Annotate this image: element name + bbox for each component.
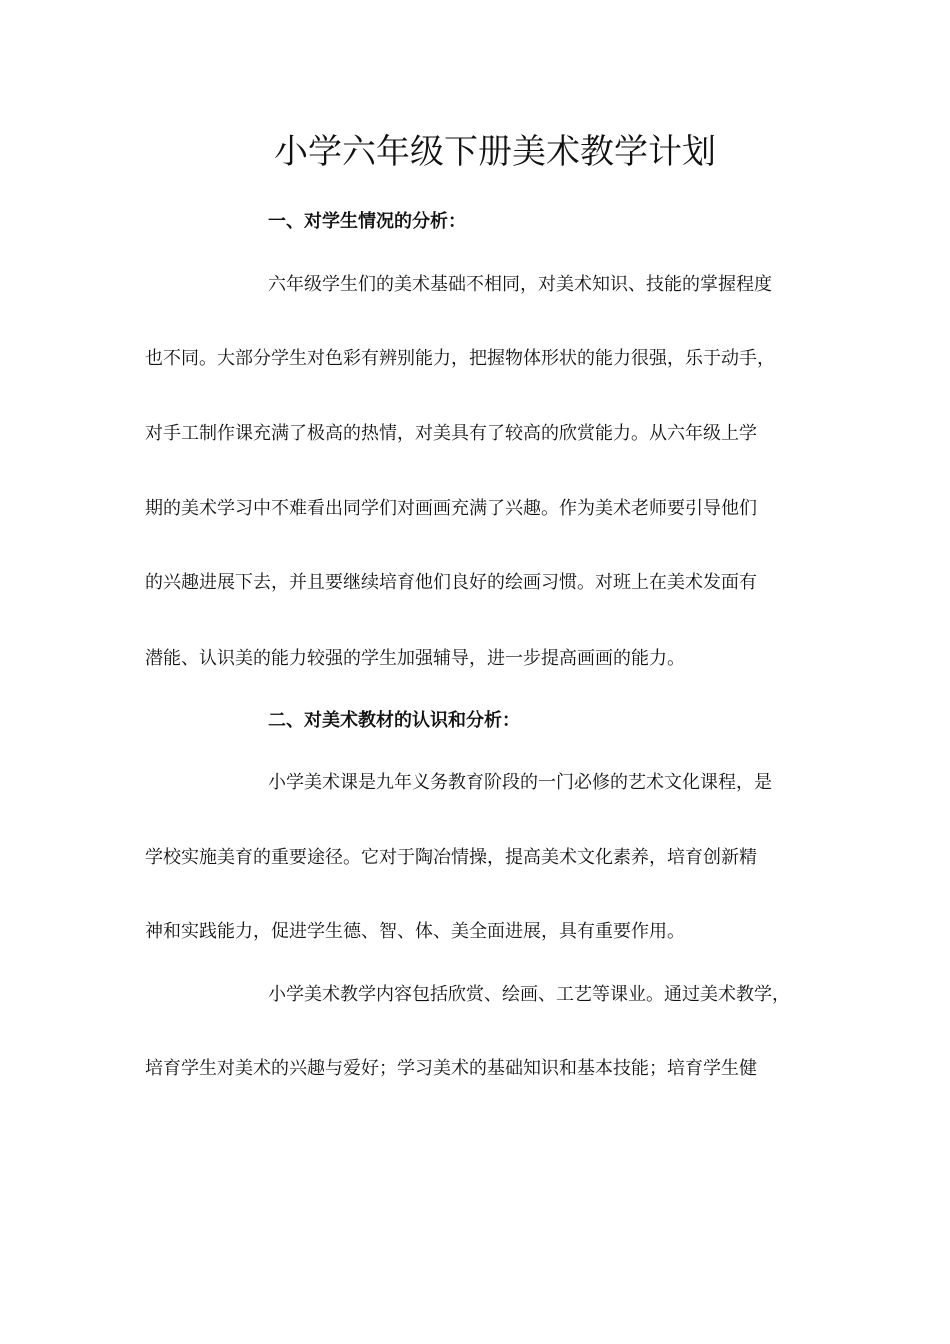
section-heading: 二、对美术教材的认识和分析： [268,710,520,731]
section-heading: 一、对学生情况的分析： [268,211,466,232]
paragraph-line: 的兴趣进展下去，并且要继续培育他们良好的绘画习惯。对班上在美术发面有 [145,572,757,593]
paragraph-line: 六年级学生们的美术基础不相同，对美术知识、技能的掌握程度 [268,274,772,295]
paragraph-line: 潜能、认识美的能力较强的学生加强辅导，进一步提高画画的能力。 [145,648,685,669]
paragraph-line: 学校实施美育的重要途径。它对于陶冶情操，提高美术文化素养，培育创新精 [145,847,757,868]
paragraph-line: 也不同。大部分学生对色彩有辨别能力，把握物体形状的能力很强，乐于动手， [145,348,775,369]
paragraph-line: 期的美术学习中不难看出同学们对画画充满了兴趣。作为美术老师要引导他们 [145,498,757,519]
paragraph-line: 小学美术教学内容包括欣赏、绘画、工艺等课业。通过美术教学， [268,984,790,1005]
paragraph-line: 对手工制作课充满了极高的热情，对美具有了较高的欣赏能力。从六年级上学 [145,423,757,444]
paragraph-line: 培育学生对美术的兴趣与爱好；学习美术的基础知识和基本技能；培育学生健 [145,1058,757,1079]
paragraph-line: 神和实践能力，促进学生德、智、体、美全面进展，具有重要作用。 [145,921,685,942]
paragraph-line: 小学美术课是九年义务教育阶段的一门必修的艺术文化课程，是 [268,772,772,793]
document-title: 小学六年级下册美术教学计划 [274,132,716,172]
